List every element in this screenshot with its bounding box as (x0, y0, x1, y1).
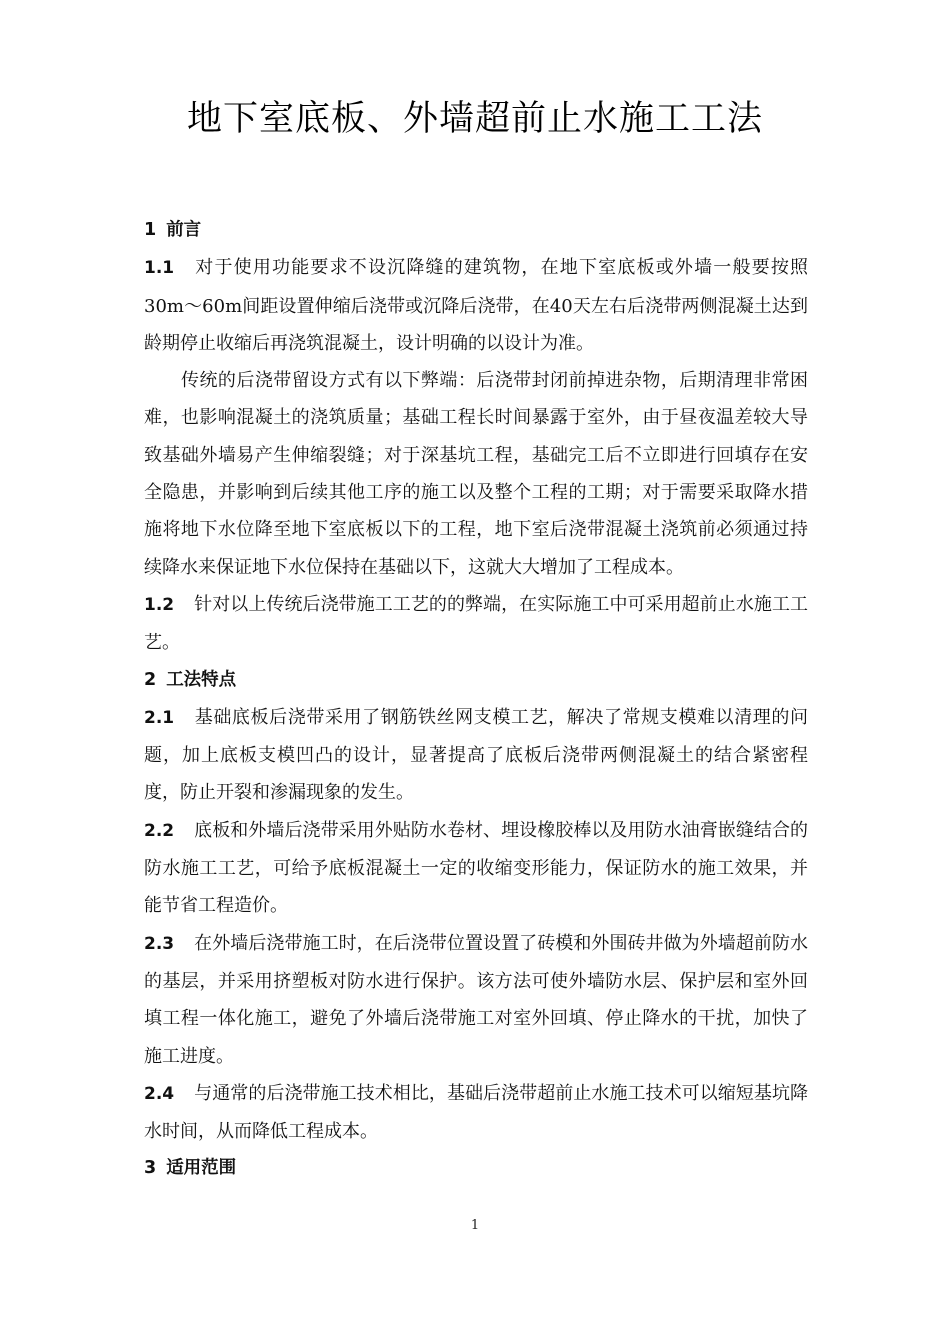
section-heading-2 (144, 662, 808, 699)
section-heading-1 (144, 212, 808, 249)
section-title: 工法特点 (166, 669, 237, 690)
section-number: 1 (144, 220, 157, 240)
document-body (144, 212, 808, 1188)
paragraph-1-2 (144, 586, 808, 662)
document-title: 地下室底板、外墙超前止水施工工法 (186, 99, 763, 139)
paragraph-number: 2.4 (144, 1083, 175, 1104)
paragraph-2-3 (144, 925, 808, 1075)
paragraph-text: 在外墙后浇带施工时，在后浇带位置设置了砖模和外围砖井做为外墙超前防水的基层，并采用挤塑板对防水进行保护。该方法可使外墙防水层、保护层和室外回填工程一体化施工，避免了外墙后浇带施工对室外回填、停止降水的干扰，加快了施工进度。 (144, 932, 808, 1067)
paragraph-number: 2.1 (144, 707, 175, 728)
section-title: 适用范围 (166, 1158, 237, 1179)
paragraph-text: 针对以上传统后浇带施工工艺的的弊端，在实际施工中可采用超前止水施工工艺。 (144, 593, 808, 654)
section-heading-3 (144, 1150, 808, 1187)
section-number: 3 (144, 1158, 157, 1179)
paragraph-1-1-continued (144, 362, 808, 586)
paragraph-text: 传统的后浇带留设方式有以下弊端：后浇带封闭前掉进杂物，后期清理非常困难，也影响混凝土的浇筑质量；基础工程长时间暴露于室外，由于昼夜温差较大导致基础外墙易产生伸缩裂缝；对于深基坑工程，基础完工后不立即进行回填存在安全隐患，并影响到后续其他工序的施工以及整个工程的工期；对于需要采取降水措施将地下水位降至地下室底板以下的工程，地下室后浇带混凝土浇筑前必须通过持续降水来保证地下水位保持在基础以下，这就大大增加了工程成本。 (144, 370, 808, 578)
paragraph-number: 2.2 (144, 820, 175, 841)
page-number: 1 (470, 1218, 480, 1233)
paragraph-number: 1.2 (144, 594, 175, 615)
paragraph-number: 2.3 (144, 933, 175, 954)
paragraph-1-1 (144, 249, 808, 362)
section-number: 2 (144, 669, 157, 690)
paragraph-number: 1.1 (144, 258, 175, 279)
paragraph-2-1 (144, 699, 808, 812)
section-title: 前言 (166, 220, 202, 240)
paragraph-text: 底板和外墙后浇带采用外贴防水卷材、埋设橡胶棒以及用防水油膏嵌缝结合的防水施工工艺，可给予底板混凝土一定的收缩变形能力，保证防水的施工效果，并能节省工程造价。 (144, 819, 808, 917)
paragraph-text: 对于使用功能要求不设沉降缝的建筑物，在地下室底板或外墙一般要按照30m～60m间距设置伸缩后浇带或沉降后浇带，在40天左右后浇带两侧混凝土达到龄期停止收缩后再浇筑混凝土，设计明确的以设计为准。 (144, 257, 808, 354)
paragraph-text: 基础底板后浇带采用了钢筋铁丝网支模工艺，解决了常规支模难以清理的问题，加上底板支模凹凸的设计，显著提高了底板后浇带两侧混凝土的结合紧密程度，防止开裂和渗漏现象的发生。 (144, 706, 808, 804)
paragraph-2-4 (144, 1075, 808, 1151)
paragraph-2-2 (144, 812, 808, 925)
paragraph-text: 与通常的后浇带施工技术相比，基础后浇带超前止水施工技术可以缩短基坑降水时间，从而降低工程成本。 (144, 1082, 808, 1143)
